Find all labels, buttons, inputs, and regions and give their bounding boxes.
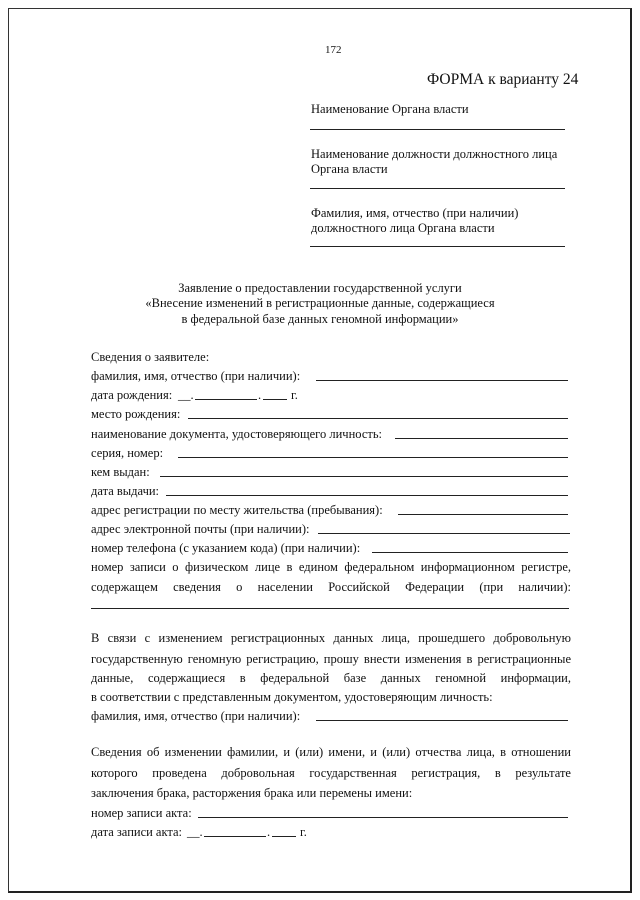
- id-document-label: наименование документа, удостоверяющего личность:: [91, 427, 383, 441]
- official-position-label-2: Органа власти: [311, 162, 388, 176]
- act-number-label: номер записи акта:: [91, 806, 192, 820]
- birth-place-label: место рождения:: [91, 407, 181, 421]
- act-date-dot: .: [267, 825, 271, 839]
- register-record-label-1: номер записи о физическом лице в едином федеральном информационном регистре,: [91, 560, 571, 574]
- email-field[interactable]: [318, 533, 570, 534]
- authority-label: Наименование Органа власти: [311, 102, 469, 116]
- issued-by-label: кем выдан:: [91, 465, 150, 479]
- registration-address-label: адрес регистрации по месту жительства (пребывания):: [91, 503, 383, 517]
- registration-address-field[interactable]: [398, 514, 568, 515]
- email-label: адрес электронной почты (при наличии):: [91, 522, 310, 536]
- applicant-full-name-field[interactable]: [316, 380, 568, 381]
- request-full-name-label: фамилия, имя, отчество (при наличии):: [91, 709, 301, 723]
- applicant-full-name-label: фамилия, имя, отчество (при наличии):: [91, 369, 301, 383]
- application-title-3: в федеральной базе данных геномной информации»: [181, 312, 459, 326]
- issued-by-field[interactable]: [160, 476, 568, 477]
- birth-date-day-mask: __.: [178, 388, 194, 402]
- act-date-day-mask: __.: [187, 825, 203, 839]
- application-title-2: «Внесение изменений в регистрационные данные, содержащиеся: [145, 296, 495, 310]
- change-info-text-1: Сведения об изменении фамилии, и (или) имени, и (или) отчества лица, в отношении: [91, 745, 571, 759]
- request-text-3: данные, содержащиеся в федеральной базе данных геномной информации,: [91, 671, 571, 685]
- official-name-input-line[interactable]: [310, 246, 565, 247]
- id-document-field[interactable]: [395, 438, 568, 439]
- act-date-label: дата записи акта:: [91, 825, 183, 839]
- act-number-field[interactable]: [198, 817, 568, 818]
- register-record-field[interactable]: [91, 608, 569, 609]
- form-title: ФОРМА к варианту 24: [427, 71, 579, 88]
- register-record-label-2: содержащем сведения о населении Российской Федерации (при наличии):: [91, 580, 571, 594]
- request-full-name-field[interactable]: [316, 720, 568, 721]
- phone-field[interactable]: [372, 552, 568, 553]
- act-date-year-field[interactable]: [272, 836, 296, 837]
- official-position-label-1: Наименование должности должностного лица: [311, 147, 558, 161]
- page-number: 172: [325, 44, 342, 56]
- act-date-year-suffix: г.: [300, 825, 307, 839]
- birth-date-year-suffix: г.: [291, 388, 298, 402]
- change-info-text-2: которого проведена добровольная государственная регистрация, в результате: [91, 766, 571, 780]
- request-text-4: в соответствии с представленным документом, удостоверяющим личность:: [91, 690, 493, 704]
- birth-date-year-field[interactable]: [263, 399, 287, 400]
- issue-date-field[interactable]: [166, 495, 568, 496]
- application-title-1: Заявление о предоставлении государственной услуги: [178, 281, 462, 295]
- issue-date-label: дата выдачи:: [91, 484, 160, 498]
- official-position-input-line[interactable]: [310, 188, 565, 189]
- official-name-label-1: Фамилия, имя, отчество (при наличии): [311, 206, 519, 220]
- request-text-1: В связи с изменением регистрационных данных лица, прошедшего добровольную: [91, 631, 571, 645]
- series-number-field[interactable]: [178, 457, 568, 458]
- phone-label: номер телефона (с указанием кода) (при наличии):: [91, 541, 361, 555]
- birth-place-field[interactable]: [188, 418, 568, 419]
- birth-date-label: дата рождения:: [91, 388, 173, 402]
- change-info-text-3: заключения брака, расторжения брака или перемены имени:: [91, 786, 413, 800]
- request-text-2: государственную геномную регистрацию, прошу внести изменения в регистрационные: [91, 652, 571, 666]
- applicant-heading: Сведения о заявителе:: [91, 350, 210, 364]
- birth-date-month-field[interactable]: [195, 399, 257, 400]
- birth-date-dot: .: [258, 388, 262, 402]
- act-date-month-field[interactable]: [204, 836, 266, 837]
- authority-input-line[interactable]: [310, 129, 565, 130]
- official-name-label-2: должностного лица Органа власти: [311, 221, 495, 235]
- series-number-label: серия, номер:: [91, 446, 164, 460]
